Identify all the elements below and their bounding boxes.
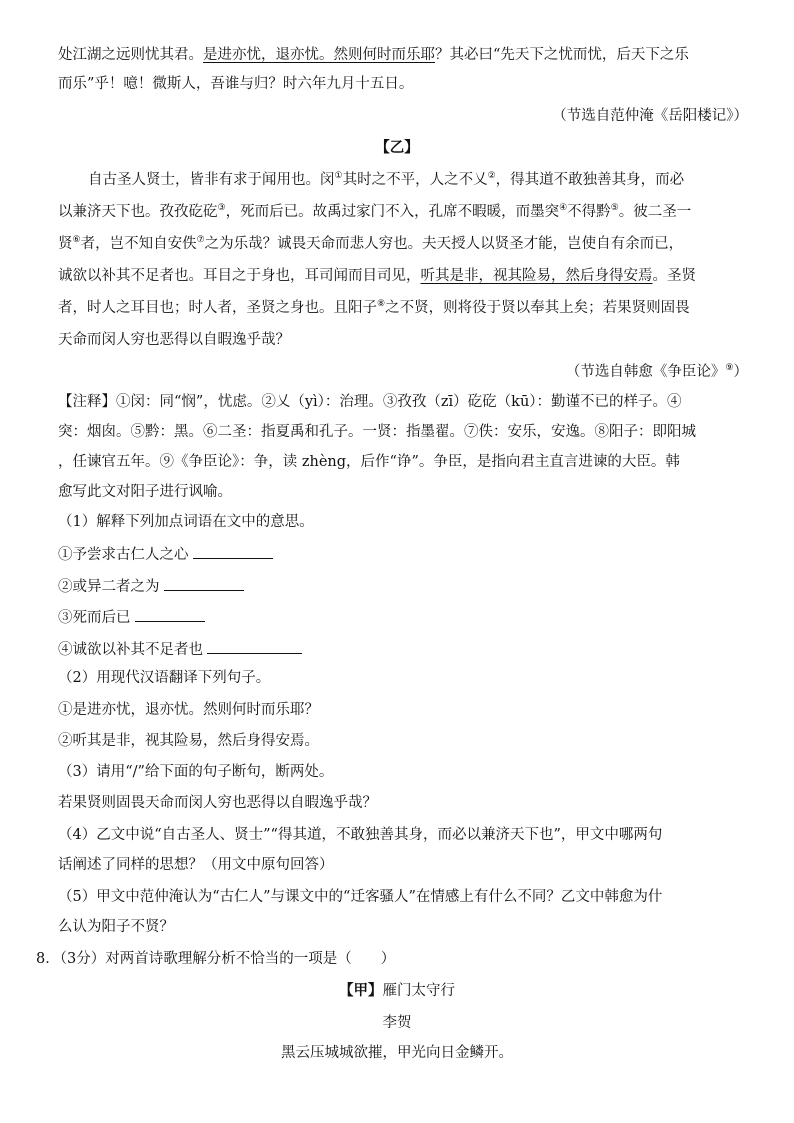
question-4-line-2: 话阐述了同样的思想？（用文中原句回答）: [58, 857, 334, 873]
yi-source: （节选自韩愈《争臣论》⑨）: [565, 363, 748, 380]
poem-author: 李贺: [382, 1015, 412, 1031]
question-5-line-1: （5）甲文中范仲淹认为“古仁人”与课文中的“迁客骚人”在情感上有什么不同？乙文中韩愈为什: [58, 889, 663, 905]
yi-line-2: 以兼济天下也。孜孜矻矻③，死而后已。故禹过家门不入，孔席不暇暖，而墨突④不得黔⑤。彼二圣一: [58, 203, 692, 220]
notes-line-4: 愈写此文对阳子进行讽喻。: [58, 484, 232, 500]
question-1: （1）解释下列加点词语在文中的意思。: [58, 514, 314, 530]
question-3: （3）请用“/”给下面的句子断句，断两处。: [58, 764, 334, 780]
notes-line-2: 突：烟囱。⑤黔：黑。⑥二圣：指夏禹和孔子。一贤：指墨翟。⑦佚：安乐，安逸。⑧阳子：即阳城: [58, 424, 696, 440]
poem-title: 【甲】雁门太守行: [339, 982, 455, 999]
q1-item-4: ④诚欲以补其不足者也: [58, 639, 752, 659]
jia-source: （节选自范仲淹《岳阳楼记》）: [552, 108, 748, 124]
yi-line-5: 者，时人之耳目也；时人者，圣贤之身也。且阳子⑧之不贤，则将役于贤以奉其上矣；若果贤则固畏: [58, 299, 690, 316]
question-5-line-2: 么认为阳子不贤？: [58, 919, 174, 935]
answer-blank[interactable]: [207, 639, 302, 654]
notes-line-3: ，任谏官五年。⑨《争臣论》：争，读 zhèng，后作“诤”。争臣，是指向君主直言进谏的大臣。韩: [58, 454, 680, 470]
notes-line-1: 【注释】①闵：同“悯”，忧虑。②乂（yì）：治理。③孜孜（zī）矻矻（kū）：勤谨不已的样子。④: [58, 394, 682, 410]
jia-line-1: 处江湖之远则忧其君。是进亦忧，退亦忧。然则何时而乐耶？其必曰“先天下之忧而忧，后天下之乐: [58, 47, 689, 63]
yi-heading: 【乙】: [375, 139, 419, 156]
q2-item-1: ①是进亦忧，退亦忧。然则何时而乐耶？: [58, 702, 319, 718]
q3-text: 若果贤则固畏天命而闵人穷也恶得以自暇逸乎哉？: [58, 795, 377, 811]
q2-item-2: ②听其是非，视其险易，然后身得安焉。: [58, 733, 319, 749]
poem-line-1: 黑云压城城欲摧，甲光向日金鳞开。: [281, 1045, 513, 1061]
answer-blank[interactable]: [135, 607, 205, 622]
q1-item-2: ②或异二者之为: [58, 576, 752, 596]
yi-line-6: 天命而闵人穷也恶得以自暇逸乎哉？: [58, 332, 290, 348]
answer-blank[interactable]: [164, 576, 244, 591]
yi-line-4: 诚欲以补其不足者也。耳目之于身也，耳司闻而目司见，听其是非，视其险易，然后身得安焉。圣贤: [58, 268, 696, 284]
yi-line-1: 自古圣人贤士，皆非有求于闻用也。闵①其时之不平，人之不乂②，得其道不敢独善其身，而必: [88, 171, 685, 188]
question-2: （2）用现代汉语翻译下列句子。: [58, 670, 271, 686]
q1-item-3: ③死而后已: [58, 607, 752, 627]
yi-underlined-sentence: 听其是非，视其险易，然后身得安焉: [420, 268, 653, 284]
answer-blank[interactable]: [193, 544, 273, 559]
question-4-line-1: （4）乙文中说“自古圣人、贤士”“得其道，不敢独善其身，而必以兼济天下也”，甲文中哪两句: [58, 827, 663, 843]
jia-underlined-sentence: 是进亦忧，退亦忧。然则何时而乐耶: [203, 47, 435, 63]
question-8-stem: 8．（3分）对两首诗歌理解分析不恰当的一项是（ ）: [36, 951, 396, 967]
yi-line-3: 贤⑥者，岂不知自安佚⑦之为乐哉？诚畏天命而悲人穷也。夫天授人以贤圣才能，岂使自有余而已，: [58, 235, 684, 252]
q1-item-1: ①予尝求古仁人之心: [58, 544, 752, 564]
jia-line-2: 而乐”乎！噫！微斯人，吾谁与归？时六年九月十五日。: [58, 76, 414, 92]
